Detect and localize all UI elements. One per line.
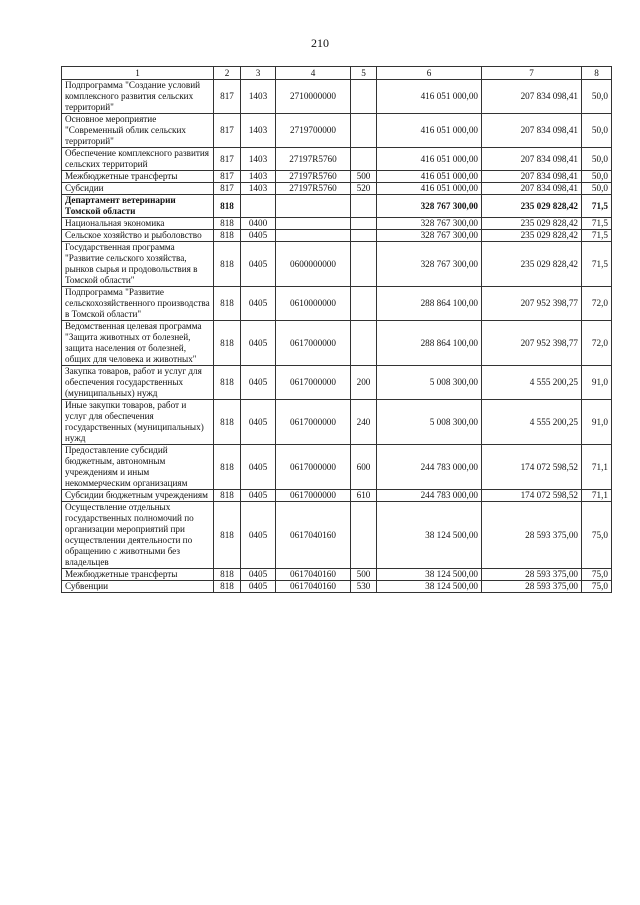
table-row [62, 321, 612, 366]
row-percent: 75,0 [582, 581, 612, 593]
row-target-code [276, 218, 351, 230]
row-target-code: 0617040160 [276, 569, 351, 581]
row-expense-type: 600 [351, 445, 377, 490]
row-expense-type: 500 [351, 569, 377, 581]
row-planned-amount: 38 124 500,00 [377, 502, 482, 569]
row-executed-amount: 28 593 375,00 [482, 569, 582, 581]
row-target-code: 0600000000 [276, 242, 351, 287]
row-percent: 91,0 [582, 400, 612, 445]
table-row [62, 242, 612, 287]
row-name: Межбюджетные трансферты [62, 171, 214, 183]
row-executed-amount: 4 555 200,25 [482, 366, 582, 400]
row-expense-type [351, 195, 377, 218]
row-expense-type [351, 287, 377, 321]
row-percent: 50,0 [582, 80, 612, 114]
row-target-code: 2710000000 [276, 80, 351, 114]
header-cell-2: 2 [214, 67, 241, 80]
row-name: Ведомственная целевая программа "Защита животных от болезней, защита населения от болезней, общих для человека и животных" [62, 321, 214, 366]
row-admin-code: 818 [214, 195, 241, 218]
row-planned-amount: 38 124 500,00 [377, 581, 482, 593]
row-admin-code: 817 [214, 80, 241, 114]
row-planned-amount: 328 767 300,00 [377, 230, 482, 242]
row-admin-code: 818 [214, 445, 241, 490]
row-expense-type [351, 80, 377, 114]
row-percent: 71,5 [582, 195, 612, 218]
row-section-code: 1403 [241, 148, 276, 171]
row-section-code: 0405 [241, 502, 276, 569]
row-admin-code: 818 [214, 321, 241, 366]
row-section-code: 0405 [241, 400, 276, 445]
row-admin-code: 818 [214, 581, 241, 593]
header-cell-1: 1 [62, 67, 214, 80]
table-row [62, 502, 612, 569]
row-section-code: 1403 [241, 183, 276, 195]
row-executed-amount: 235 029 828,42 [482, 218, 582, 230]
row-executed-amount: 207 834 098,41 [482, 80, 582, 114]
row-target-code: 27197R5760 [276, 171, 351, 183]
row-section-code: 0400 [241, 218, 276, 230]
header-cell-3: 3 [241, 67, 276, 80]
row-planned-amount: 288 864 100,00 [377, 287, 482, 321]
header-cell-4: 4 [276, 67, 351, 80]
row-target-code: 0617040160 [276, 581, 351, 593]
row-target-code [276, 195, 351, 218]
row-admin-code: 817 [214, 183, 241, 195]
table-row [62, 581, 612, 593]
row-executed-amount: 207 834 098,41 [482, 114, 582, 148]
row-target-code: 0617000000 [276, 490, 351, 502]
row-name: Подпрограмма "Развитие сельскохозяйственного производства в Томской области" [62, 287, 214, 321]
row-planned-amount: 416 051 000,00 [377, 114, 482, 148]
row-planned-amount: 5 008 300,00 [377, 366, 482, 400]
row-expense-type [351, 242, 377, 287]
page-number: 210 [311, 36, 329, 50]
row-target-code: 0617040160 [276, 502, 351, 569]
row-admin-code: 818 [214, 490, 241, 502]
row-section-code: 0405 [241, 242, 276, 287]
row-section-code: 0405 [241, 569, 276, 581]
row-target-code: 0610000000 [276, 287, 351, 321]
row-planned-amount: 416 051 000,00 [377, 171, 482, 183]
row-expense-type [351, 218, 377, 230]
row-target-code: 0617000000 [276, 445, 351, 490]
table-row [62, 490, 612, 502]
table-row [62, 183, 612, 195]
row-admin-code: 817 [214, 114, 241, 148]
row-name: Департамент ветеринарии Томской области [62, 195, 214, 218]
row-percent: 71,1 [582, 490, 612, 502]
row-expense-type [351, 148, 377, 171]
row-percent: 50,0 [582, 171, 612, 183]
row-planned-amount: 328 767 300,00 [377, 242, 482, 287]
table-row [62, 218, 612, 230]
table-body [62, 80, 612, 593]
table-row [62, 287, 612, 321]
row-percent: 50,0 [582, 114, 612, 148]
row-section-code: 0405 [241, 287, 276, 321]
row-admin-code: 818 [214, 400, 241, 445]
table-row [62, 400, 612, 445]
row-target-code [276, 230, 351, 242]
row-executed-amount: 207 952 398,77 [482, 321, 582, 366]
row-executed-amount: 174 072 598,52 [482, 445, 582, 490]
row-name: Межбюджетные трансферты [62, 569, 214, 581]
header-cell-6: 6 [377, 67, 482, 80]
row-section-code: 0405 [241, 581, 276, 593]
row-name: Закупка товаров, работ и услуг для обеспечения государственных (муниципальных) нужд [62, 366, 214, 400]
row-expense-type [351, 502, 377, 569]
header-row [62, 67, 612, 80]
row-planned-amount: 416 051 000,00 [377, 148, 482, 171]
row-planned-amount: 244 783 000,00 [377, 445, 482, 490]
row-section-code: 0405 [241, 230, 276, 242]
table-row [62, 569, 612, 581]
table-row [62, 80, 612, 114]
row-percent: 75,0 [582, 569, 612, 581]
row-target-code: 0617000000 [276, 366, 351, 400]
row-name: Основное мероприятие "Современный облик сельских территорий" [62, 114, 214, 148]
row-expense-type: 240 [351, 400, 377, 445]
row-executed-amount: 235 029 828,42 [482, 230, 582, 242]
row-expense-type: 610 [351, 490, 377, 502]
row-name: Обеспечение комплексного развития сельских территорий [62, 148, 214, 171]
row-admin-code: 817 [214, 171, 241, 183]
row-percent: 72,0 [582, 321, 612, 366]
row-section-code: 1403 [241, 171, 276, 183]
row-target-code: 0617000000 [276, 321, 351, 366]
row-admin-code: 818 [214, 287, 241, 321]
row-section-code: 0405 [241, 445, 276, 490]
row-admin-code: 817 [214, 148, 241, 171]
row-percent: 50,0 [582, 148, 612, 171]
row-name: Субвенции [62, 581, 214, 593]
row-planned-amount: 328 767 300,00 [377, 218, 482, 230]
budget-table [61, 66, 612, 593]
row-name: Осуществление отдельных государственных полномочий по организации мероприятий при осуществлении деятельности по обращению с животными без владельцев [62, 502, 214, 569]
row-planned-amount: 244 783 000,00 [377, 490, 482, 502]
row-name: Сельское хозяйство и рыболовство [62, 230, 214, 242]
row-executed-amount: 28 593 375,00 [482, 581, 582, 593]
row-expense-type [351, 230, 377, 242]
row-executed-amount: 207 834 098,41 [482, 171, 582, 183]
row-percent: 71,5 [582, 230, 612, 242]
row-executed-amount: 207 834 098,41 [482, 148, 582, 171]
row-percent: 72,0 [582, 287, 612, 321]
row-planned-amount: 288 864 100,00 [377, 321, 482, 366]
row-name: Национальная экономика [62, 218, 214, 230]
row-name: Субсидии [62, 183, 214, 195]
header-cell-7: 7 [482, 67, 582, 80]
row-expense-type: 520 [351, 183, 377, 195]
row-planned-amount: 38 124 500,00 [377, 569, 482, 581]
row-name: Предоставление субсидий бюджетным, автономным учреждениям и иным некоммерческим организациям [62, 445, 214, 490]
row-section-code: 1403 [241, 114, 276, 148]
row-section-code: 0405 [241, 366, 276, 400]
row-planned-amount: 416 051 000,00 [377, 183, 482, 195]
row-percent: 75,0 [582, 502, 612, 569]
table-row [62, 171, 612, 183]
row-admin-code: 818 [214, 230, 241, 242]
row-name: Иные закупки товаров, работ и услуг для обеспечения государственных (муниципальных) нужд [62, 400, 214, 445]
header-cell-5: 5 [351, 67, 377, 80]
table-row [62, 148, 612, 171]
row-admin-code: 818 [214, 242, 241, 287]
row-planned-amount: 416 051 000,00 [377, 80, 482, 114]
row-percent: 71,5 [582, 218, 612, 230]
header-cell-8: 8 [582, 67, 612, 80]
row-admin-code: 818 [214, 502, 241, 569]
row-section-code [241, 195, 276, 218]
row-admin-code: 818 [214, 366, 241, 400]
row-expense-type: 200 [351, 366, 377, 400]
row-name: Подпрограмма "Создание условий комплексного развития сельских территорий" [62, 80, 214, 114]
row-executed-amount: 207 952 398,77 [482, 287, 582, 321]
row-executed-amount: 235 029 828,42 [482, 195, 582, 218]
table-row [62, 230, 612, 242]
row-percent: 71,5 [582, 242, 612, 287]
table-row [62, 195, 612, 218]
row-expense-type [351, 321, 377, 366]
row-section-code: 1403 [241, 80, 276, 114]
row-section-code: 0405 [241, 490, 276, 502]
table-row [62, 114, 612, 148]
row-name: Государственная программа "Развитие сельского хозяйства, рынков сырья и продовольствия в Томской области" [62, 242, 214, 287]
row-executed-amount: 207 834 098,41 [482, 183, 582, 195]
row-percent: 91,0 [582, 366, 612, 400]
row-target-code: 0617000000 [276, 400, 351, 445]
row-executed-amount: 4 555 200,25 [482, 400, 582, 445]
row-expense-type: 500 [351, 171, 377, 183]
row-executed-amount: 235 029 828,42 [482, 242, 582, 287]
row-executed-amount: 174 072 598,52 [482, 490, 582, 502]
row-planned-amount: 328 767 300,00 [377, 195, 482, 218]
row-expense-type: 530 [351, 581, 377, 593]
row-planned-amount: 5 008 300,00 [377, 400, 482, 445]
row-expense-type [351, 114, 377, 148]
row-target-code: 2719700000 [276, 114, 351, 148]
row-name: Субсидии бюджетным учреждениям [62, 490, 214, 502]
row-target-code: 27197R5760 [276, 183, 351, 195]
row-executed-amount: 28 593 375,00 [482, 502, 582, 569]
table-row [62, 366, 612, 400]
row-percent: 71,1 [582, 445, 612, 490]
row-target-code: 27197R5760 [276, 148, 351, 171]
row-section-code: 0405 [241, 321, 276, 366]
row-admin-code: 818 [214, 218, 241, 230]
row-percent: 50,0 [582, 183, 612, 195]
table-row [62, 445, 612, 490]
row-admin-code: 818 [214, 569, 241, 581]
